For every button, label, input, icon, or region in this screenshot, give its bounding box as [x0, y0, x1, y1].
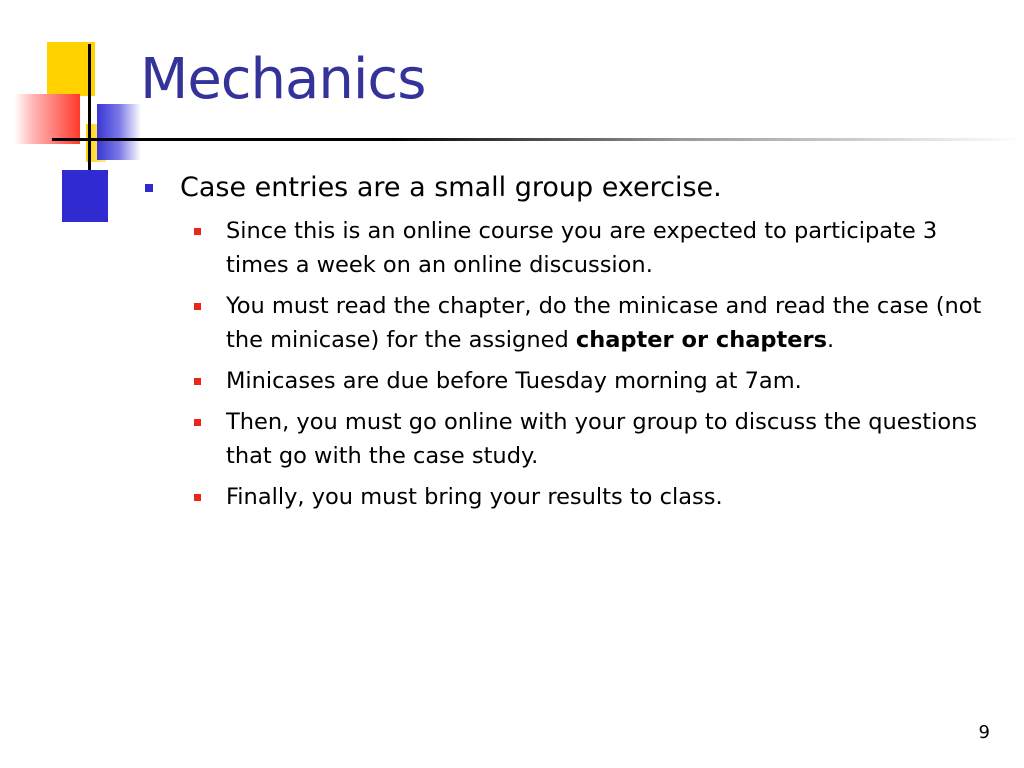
sub-bullet-text: Since this is an online course you are expected to participate 3 times a week on an online discussion. — [226, 218, 938, 278]
blue-gradient-square-decoration — [97, 104, 141, 160]
square-bullet-icon — [194, 494, 201, 501]
sub-bullet-text: You must read the chapter, do the minicase and read the case (not the minicase) for the assigned — [226, 293, 982, 353]
sub-bullet-text-end: . — [827, 327, 835, 353]
square-bullet-icon — [194, 228, 201, 235]
square-bullet-icon — [194, 419, 201, 426]
sub-bullet-bold-text: chapter or chapters — [575, 327, 828, 353]
bullet-level1-text: Case entries are a small group exercise. — [180, 172, 722, 203]
sub-bullet — [226, 364, 1000, 398]
sub-bullet-text: Then, you must go online with your group to discuss the questions that go with the case study. — [226, 409, 978, 469]
sub-bullet — [226, 289, 1000, 357]
sub-bullet-text: Finally, you must bring your results to class. — [226, 484, 723, 510]
red-square-decoration — [14, 94, 80, 144]
sub-bullet-text: Minicases are due before Tuesday morning at 7am. — [226, 368, 802, 394]
sub-bullet — [226, 214, 1000, 282]
square-bullet-icon — [194, 378, 201, 385]
bullet-level1 — [140, 168, 1000, 208]
title-underline — [52, 138, 1024, 141]
square-bullet-icon — [145, 184, 153, 192]
blue-square-decoration — [62, 170, 108, 222]
sub-bullet — [226, 480, 1000, 514]
page-number: 9 — [978, 722, 990, 743]
square-bullet-icon — [194, 303, 201, 310]
slide-title: Mechanics — [140, 47, 426, 112]
vertical-rule — [88, 44, 91, 170]
sub-bullet — [226, 405, 1000, 473]
slide-body — [140, 168, 1000, 521]
